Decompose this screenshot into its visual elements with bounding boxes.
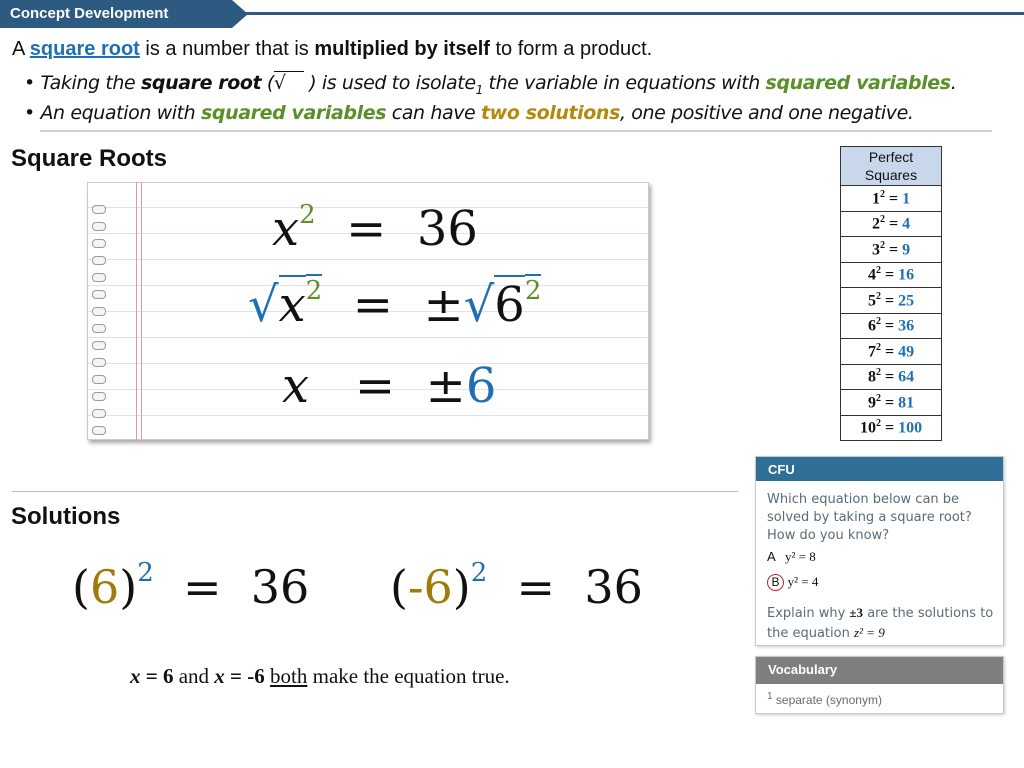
equals: =	[884, 215, 903, 233]
var-x: x	[214, 664, 225, 688]
b1-term: square root	[140, 72, 262, 94]
table-row	[841, 237, 942, 263]
square-value: 16	[898, 266, 915, 284]
vocabulary-panel	[755, 656, 1004, 714]
var-x: x	[282, 358, 310, 414]
paren: )	[452, 560, 471, 614]
b1-a: Taking the	[40, 72, 141, 94]
option-eq: y² = 8	[785, 549, 816, 564]
plus-minus: ±	[425, 358, 466, 414]
table-cell	[841, 339, 942, 365]
intro-mid: is a number that is	[139, 38, 315, 60]
exponent: 2	[875, 316, 881, 328]
radical-icon: √	[274, 71, 304, 94]
bullet-item-2: • An equation with squared variables can have two solutions, one positive and one negative.	[24, 102, 914, 124]
base: 3	[871, 240, 880, 258]
vocabulary-header	[756, 657, 1003, 684]
conclusion-sentence	[130, 664, 510, 689]
exponent: 2	[875, 290, 881, 302]
exponent: 2	[875, 341, 881, 353]
b1-i: .	[950, 72, 957, 94]
table-row	[841, 339, 942, 365]
equals: =	[516, 560, 556, 614]
base: 1	[871, 189, 880, 207]
rhs: 36	[416, 201, 478, 257]
exponent: 2	[879, 214, 885, 226]
base: 9	[867, 393, 876, 411]
b2-e: , one positive and one negative.	[619, 102, 914, 124]
cfu-question: Which equation below can be solved by taking a square root? How do you know?	[767, 492, 972, 543]
square-value: 4	[902, 215, 911, 233]
exponent: 2	[875, 418, 881, 430]
equals: =	[880, 393, 899, 411]
exponent: 2	[299, 200, 316, 230]
equals: =	[354, 358, 396, 414]
exponent: 2	[875, 367, 881, 379]
table-body	[841, 186, 942, 441]
value: 6	[89, 560, 120, 614]
equals: =	[880, 419, 899, 437]
vocab-sup: 1	[767, 691, 773, 702]
equals: =	[182, 560, 222, 614]
ex-pm: ±3	[849, 605, 864, 620]
var-x: x	[278, 277, 306, 333]
equals: =	[884, 189, 903, 207]
square-value: 9	[902, 240, 911, 258]
square-root-icon: √	[248, 277, 279, 333]
base: 4	[867, 266, 876, 284]
b1-c: (	[261, 72, 274, 94]
vocab-text: separate (synonym)	[772, 693, 882, 707]
exponent: 2	[524, 276, 542, 306]
b1-e: ) is used to isolate	[303, 72, 476, 94]
square-root-link[interactable]: square root	[29, 38, 140, 60]
option-b[interactable]	[767, 574, 818, 591]
c-e1: = 6	[140, 664, 174, 688]
exponent: 2	[879, 188, 885, 200]
solution-check-1	[72, 558, 309, 614]
c-e2: = -6	[224, 664, 265, 688]
square-value: 25	[898, 291, 915, 309]
table-cell	[841, 313, 942, 339]
table-cell	[841, 186, 942, 212]
square-value: 49	[898, 342, 915, 360]
square-root-icon: √	[463, 277, 495, 333]
b1-g: the variable in equations with	[482, 72, 766, 94]
table-row	[841, 415, 942, 441]
solution-check-2	[390, 558, 643, 614]
ex-post: are the solutions to the equation	[767, 606, 994, 641]
table-cell	[841, 237, 942, 263]
footnote-marker: 1	[475, 82, 483, 97]
table-cell	[841, 211, 942, 237]
exponent: 2	[137, 558, 154, 588]
equals: =	[880, 266, 899, 284]
cfu-explain	[767, 603, 1002, 643]
b2-green: squared variables	[200, 102, 387, 124]
intro-post: to form a product.	[489, 38, 653, 60]
ex-eq: z² = 9	[853, 625, 885, 640]
divider	[12, 491, 738, 492]
value: -6	[407, 560, 453, 614]
base: 10	[859, 419, 876, 437]
equals: =	[880, 291, 899, 309]
header-rule	[240, 12, 1024, 15]
th-1: Perfect	[868, 149, 914, 165]
intro-pre: A	[12, 38, 30, 60]
bullet-item-1: • Taking the square root (√ ) is used to isolate$_1$ the variable in equations with squared variables.	[24, 72, 957, 97]
plus-minus: ±	[423, 277, 464, 333]
heading-square-roots: Square Roots	[11, 145, 168, 172]
exponent: 2	[305, 276, 323, 306]
solution-value: 6	[465, 358, 497, 414]
b2-a: An equation with	[40, 102, 201, 124]
table-header	[841, 147, 942, 186]
cfu-title: CFU	[768, 462, 795, 477]
section-title: Concept Development	[10, 5, 169, 22]
table-row	[841, 186, 942, 212]
equals: =	[880, 342, 899, 360]
bullet-list	[24, 68, 956, 128]
option-a[interactable]	[767, 549, 816, 565]
equals: =	[884, 240, 903, 258]
table-cell	[841, 262, 942, 288]
equation-line-3	[282, 358, 496, 414]
perfect-squares-table	[840, 146, 942, 441]
table-row	[841, 313, 942, 339]
c-both: both	[270, 664, 308, 688]
cfu-panel	[755, 456, 1004, 646]
intro-sentence	[12, 38, 652, 61]
equals: =	[346, 201, 387, 257]
paper-holes	[92, 205, 112, 425]
base: 8	[867, 368, 876, 386]
c-and: and	[173, 664, 215, 688]
b1-green: squared variables	[765, 72, 951, 94]
base: 2	[871, 215, 880, 233]
square-value: 36	[898, 317, 915, 335]
intro-bold: multiplied by itself	[314, 38, 490, 60]
table-row	[841, 390, 942, 416]
b2-c: can have	[386, 102, 481, 124]
equals: =	[880, 368, 899, 386]
table-row	[841, 262, 942, 288]
table-cell	[841, 288, 942, 314]
th-2: Squares	[864, 167, 918, 183]
table-cell	[841, 390, 942, 416]
option-letter: A	[767, 549, 776, 564]
exponent: 2	[875, 265, 881, 277]
equation-line-1	[272, 200, 478, 257]
var-x: x	[130, 664, 141, 688]
b2-gold: two solutions	[480, 102, 620, 124]
paper-margin-line	[136, 182, 142, 440]
base-num: 6	[494, 277, 525, 333]
table-cell	[841, 415, 942, 441]
base: 5	[867, 291, 876, 309]
table-cell	[841, 364, 942, 390]
vocabulary-title: Vocabulary	[768, 662, 838, 677]
paren: (	[72, 560, 90, 614]
square-value: 1	[902, 189, 911, 207]
divider	[40, 130, 992, 132]
base: 6	[867, 317, 876, 335]
var-x: x	[272, 201, 300, 257]
exponent: 2	[470, 558, 488, 588]
square-value: 81	[898, 393, 915, 411]
paren: (	[390, 560, 408, 614]
rhs: 36	[584, 560, 643, 614]
table-row	[841, 364, 942, 390]
exponent: 2	[875, 392, 881, 404]
option-eq: y² = 4	[787, 574, 819, 589]
exponent: 2	[879, 239, 885, 251]
square-value: 64	[898, 368, 915, 386]
table-row	[841, 211, 942, 237]
equals: =	[352, 277, 393, 333]
option-letter-circled: B	[767, 574, 784, 591]
cfu-header	[756, 457, 1003, 481]
paren: )	[119, 560, 138, 614]
c-rest: make the equation true.	[307, 664, 510, 688]
square-value: 100	[898, 419, 923, 437]
rhs: 36	[250, 560, 310, 614]
equals: =	[880, 317, 899, 335]
heading-solutions: Solutions	[11, 503, 121, 530]
table-row	[841, 288, 942, 314]
equation-line-2	[248, 276, 541, 333]
base: 7	[867, 342, 876, 360]
vocabulary-entry	[767, 691, 882, 707]
ex-pre: Explain why	[767, 606, 850, 621]
